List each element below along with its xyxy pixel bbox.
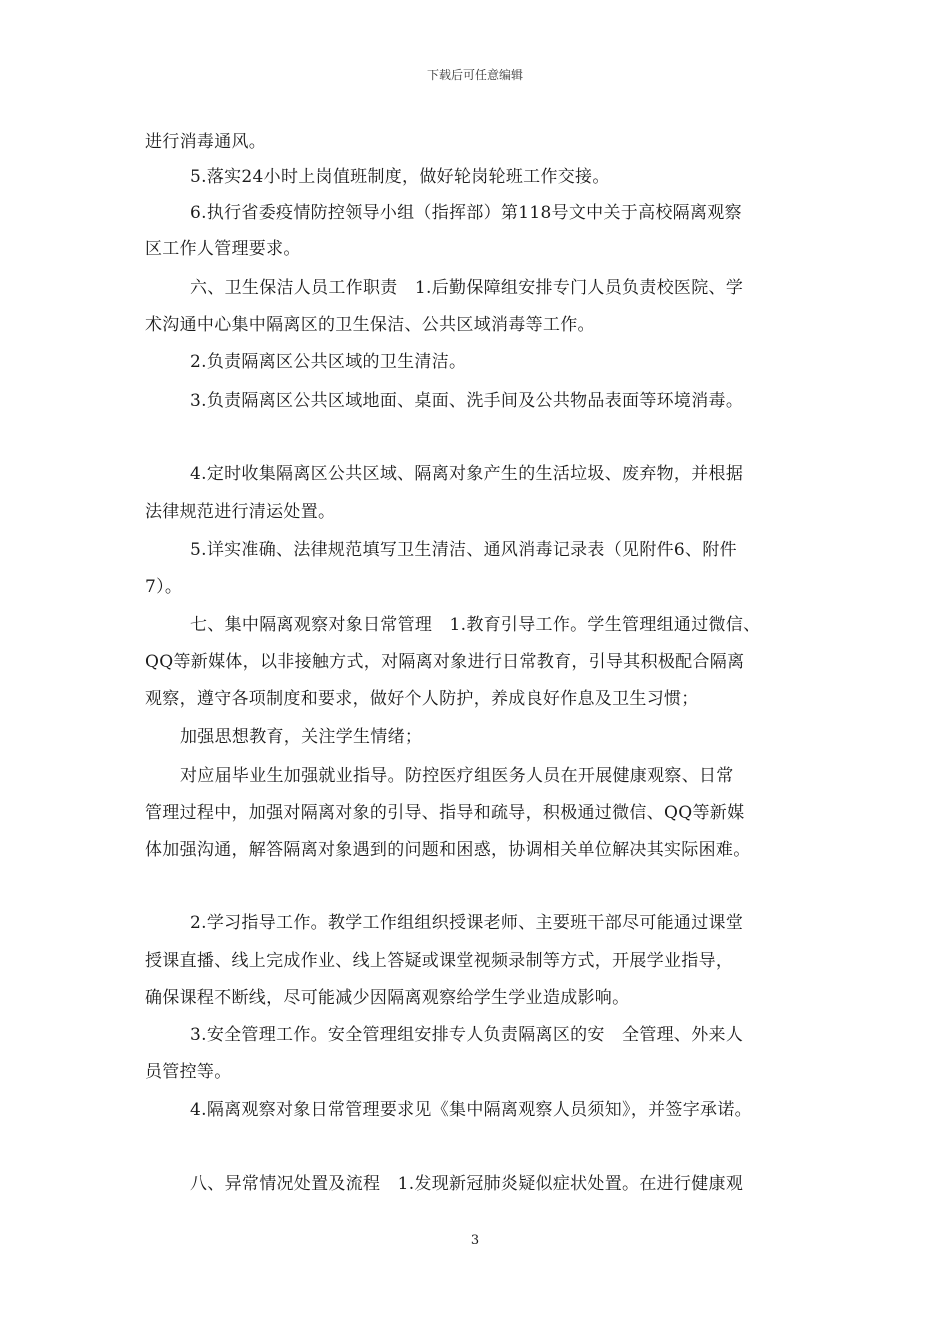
- text-line: 3.负责隔离区公共区域地面、桌面、洗手间及公共物品表面等环境消毒。: [190, 391, 744, 411]
- text-line: 2.学习指导工作。教学工作组组织授课老师、主要班干部尽可能通过课堂: [190, 913, 744, 933]
- text-line: 5.落实24小时上岗值班制度，做好轮岗轮班工作交接。: [190, 167, 610, 187]
- text-line: 6.执行省委疫情防控领导小组（指挥部）第118号文中关于高校隔离观察: [190, 203, 742, 223]
- text-line: 授课直播、线上完成作业、线上答疑或课堂视频录制等方式，开展学业指导，: [145, 951, 734, 971]
- text-line: 术沟通中心集中隔离区的卫生保洁、公共区域消毒等工作。: [145, 315, 595, 335]
- text-line: 5.详实准确、法律规范填写卫生清洁、通风消毒记录表（见附件6、附件: [190, 540, 737, 560]
- text-line: 管理过程中，加强对隔离对象的引导、指导和疏导，积极通过微信、QQ等新媒: [145, 803, 745, 823]
- text-line: 3.安全管理工作。安全管理组安排专人负责隔离区的安 全管理、外来人: [190, 1025, 744, 1045]
- text-line: QQ等新媒体，以非接触方式，对隔离对象进行日常教育，引导其积极配合隔离: [145, 652, 745, 672]
- text-line: 六、卫生保洁人员工作职责 1.后勤保障组安排专门人员负责校医院、学: [190, 278, 744, 298]
- text-line: 七、集中隔离观察对象日常管理 1.教育引导工作。学生管理组通过微信、: [190, 615, 761, 635]
- page-header: 下载后可任意编辑: [426, 68, 523, 82]
- text-line: 进行消毒通风。: [145, 132, 267, 152]
- text-line: 区工作人管理要求。: [145, 239, 301, 259]
- text-line: 八、异常情况处置及流程 1.发现新冠肺炎疑似症状处置。在进行健康观: [190, 1174, 744, 1194]
- text-line: 观察，遵守各项制度和要求，做好个人防护，养成良好作息及卫生习惯；: [145, 689, 699, 709]
- text-line: 员管控等。: [145, 1062, 232, 1082]
- text-line: 2.负责隔离区公共区域的卫生清洁。: [190, 352, 467, 372]
- text-line: 体加强沟通，解答隔离对象遇到的问题和困惑，协调相关单位解决其实际困难。: [145, 840, 751, 860]
- text-line: 确保课程不断线，尽可能减少因隔离观察给学生学业造成影响。: [145, 988, 630, 1008]
- text-line: 对应届毕业生加强就业指导。防控医疗组医务人员在开展健康观察、日常: [180, 766, 734, 786]
- text-line: 加强思想教育，关注学生情绪；: [180, 727, 423, 747]
- text-line: 法律规范进行清运处置。: [145, 502, 336, 522]
- text-line: 4.定时收集隔离区公共区域、隔离对象产生的生活垃圾、废弃物，并根据: [190, 464, 744, 484]
- page-number: 3: [470, 1233, 480, 1248]
- text-line: 7）。: [145, 577, 183, 597]
- text-line: 4.隔离观察对象日常管理要求见《集中隔离观察人员须知》，并签字承诺。: [190, 1100, 752, 1120]
